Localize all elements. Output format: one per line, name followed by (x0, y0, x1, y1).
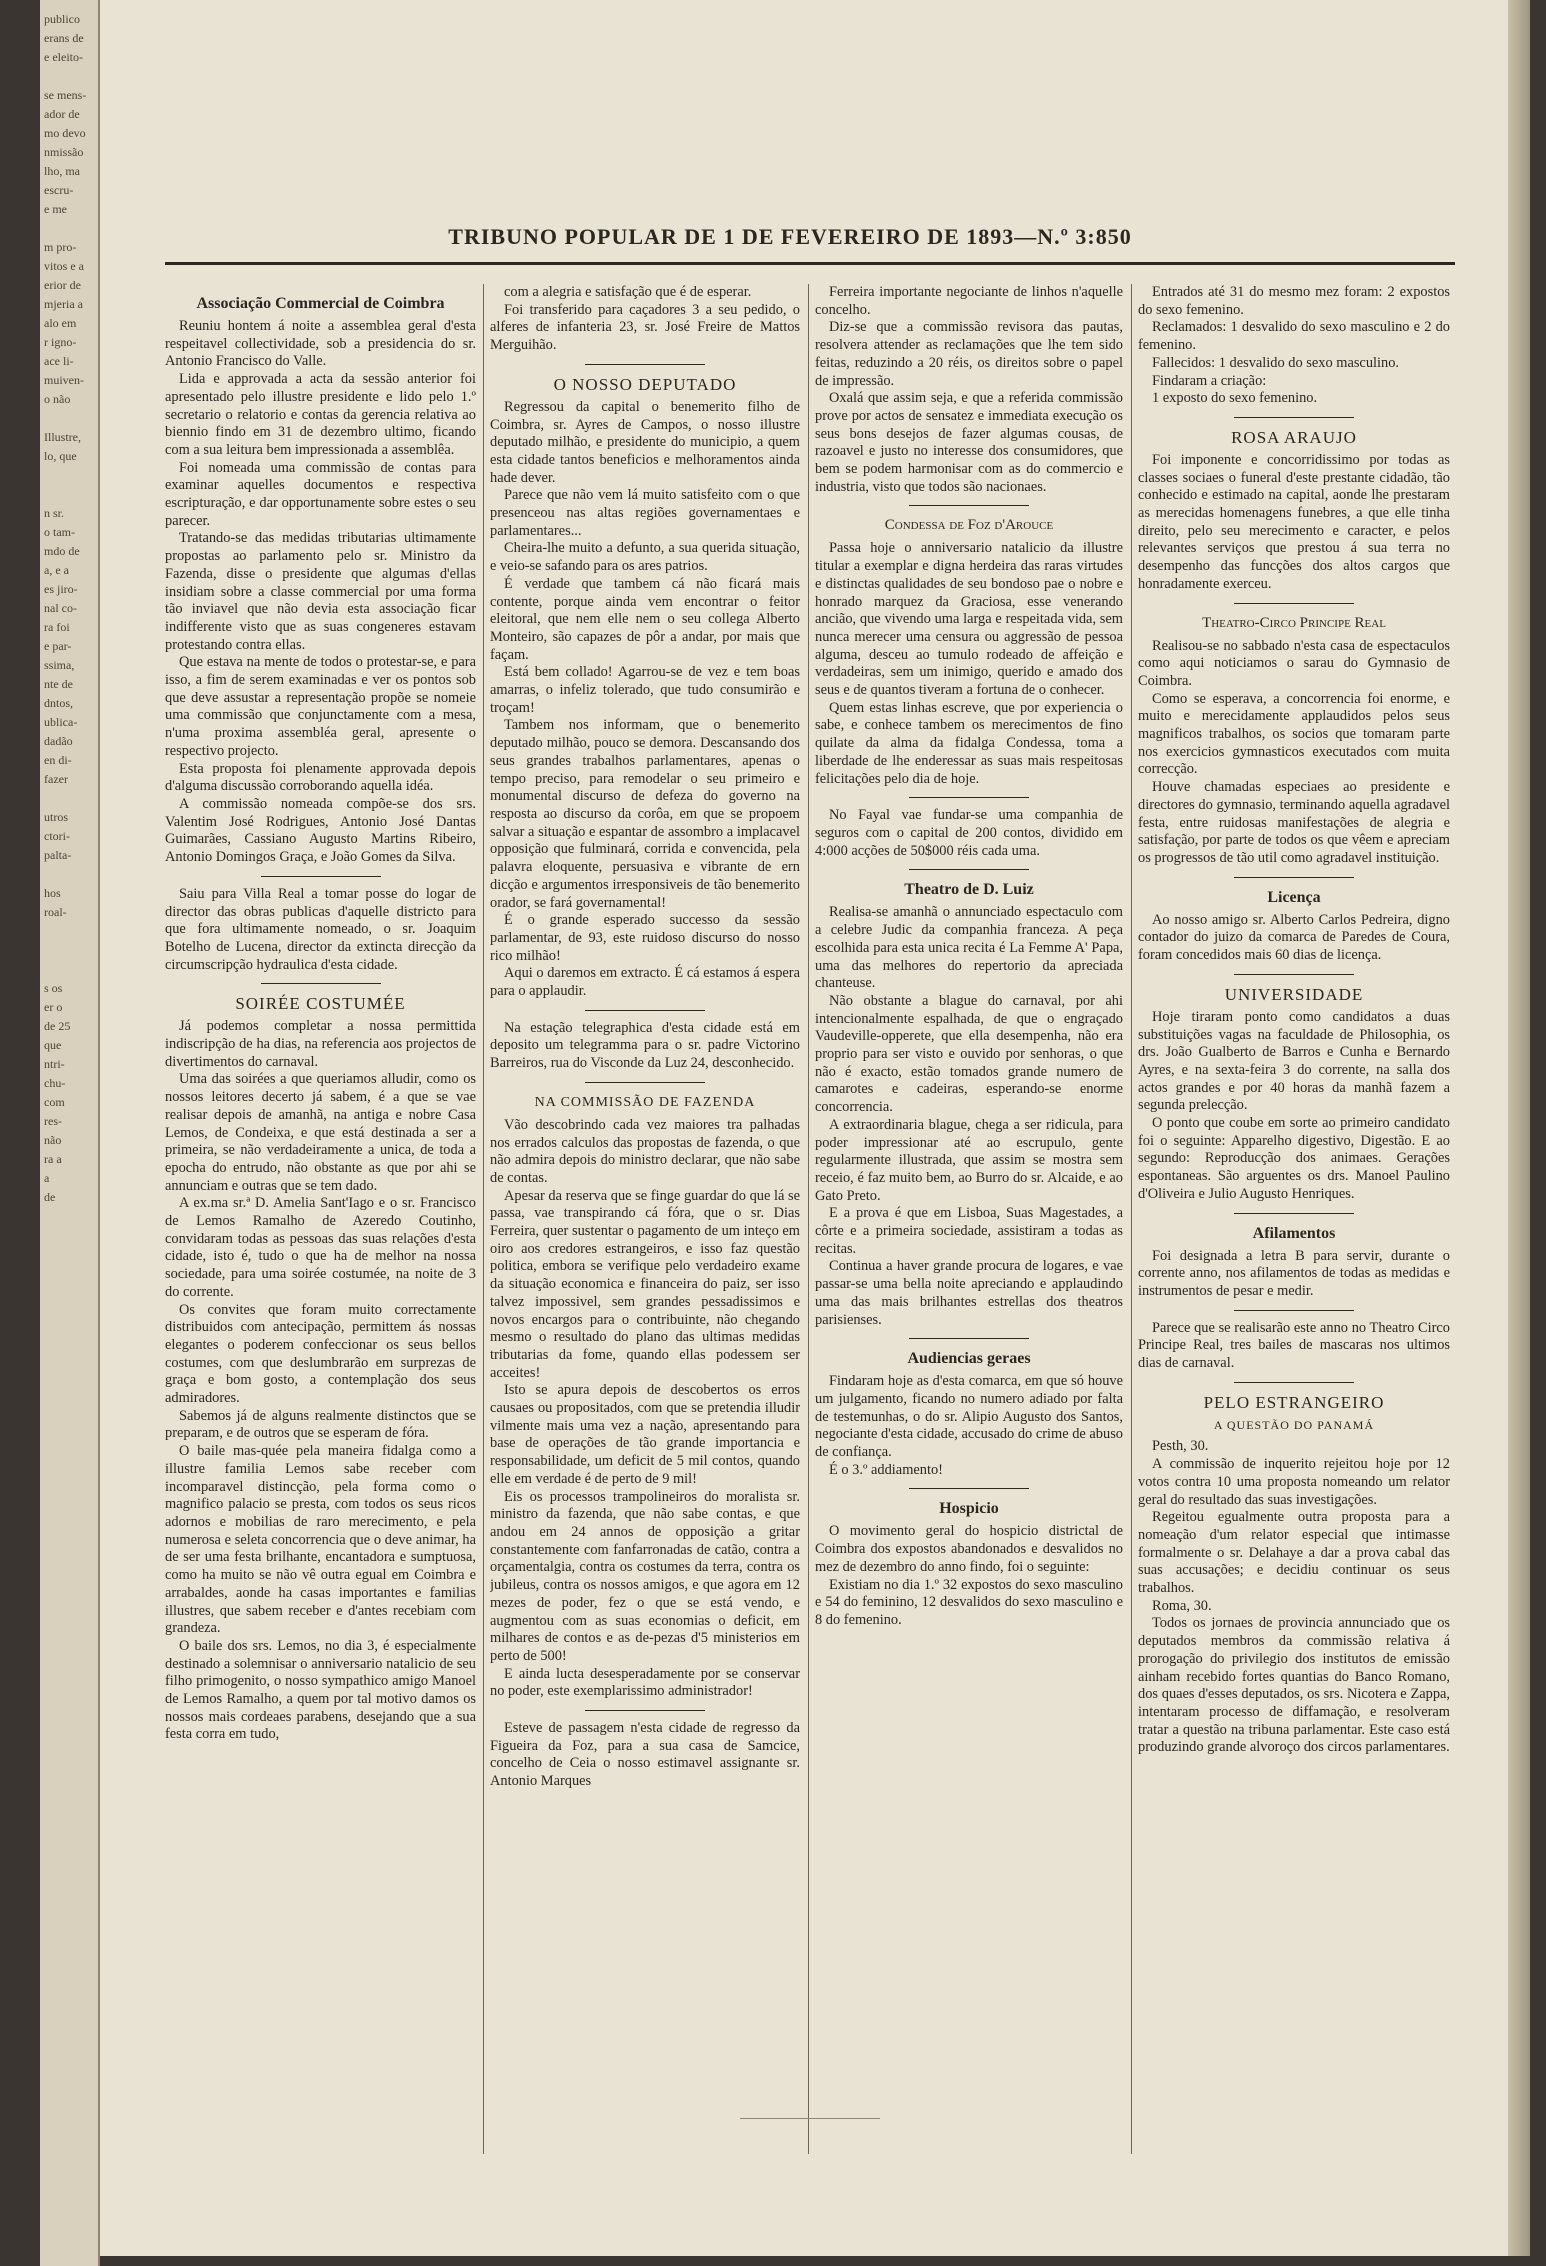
paragraph: Todos os jornaes de provincia annunciado que os deputados membros da commissão relativa á prorogação do privilegio dos institutos de emissão ainham recebido fortes quantias do Banco Romano, dos quaes d'esses deputados, os srs. Nicotera e Zappa, intentaram processo de diffamação, e resolveram tratar a questão na tribuna parlamentar. Este caso está produzindo grande alvoroço dos circos parlamentares. (1138, 1615, 1450, 1756)
separator (909, 505, 1029, 506)
paragraph: Os convites que foram muito correctamente distribuidos com antecipação, permittem ás nossas elegantes o poderem confeccionar os seus bellos costumes, com que deslumbrarão em surprezas de graça e bom gosto, a contemplação dos seus admiradores. (165, 1301, 476, 1407)
strip-line: o tam- (44, 525, 75, 539)
separator (909, 1338, 1029, 1339)
strip-line: a (44, 1171, 50, 1185)
column-divider (483, 284, 484, 2154)
paragraph: 1 exposto do sexo femenino. (1152, 390, 1318, 407)
paragraph: Diz-se que a commissão revisora das pautas, resolvera attender as reclamações que lhe tem sido feitas, reduzindo a 20 réis, os direitos sobre o papel de impressão. (815, 319, 1123, 389)
paragraph: Foi transferido para caçadores 3 a seu pedido, o alferes de infanteria 23, sr. José Freire de Mattos Merguihão. (490, 301, 800, 354)
paragraph: Quem estas linhas escreve, que por experiencia o sabe, e conhece tambem os merecimentos de fino quilate da alma da fidalga Condessa, toma a liberdade de lhe enderessar as suas mais respeitosas felicitações pelo dia de hoje. (815, 699, 1123, 787)
separator (585, 1010, 705, 1011)
headline-estrangeiro: PELO ESTRANGEIRO (1203, 1392, 1385, 1412)
article-fazenda (490, 1117, 800, 1701)
masthead: TRIBUNO POPULAR DE 1 DE FEVEREIRO DE 1893—N.º 3:850 (448, 224, 1132, 249)
strip-line (40, 409, 98, 428)
headline-soiree: SOIRÉE COSTUMÉE (235, 994, 406, 1014)
strip-line: ctori- (44, 829, 70, 843)
paragraph: Saiu para Villa Real a tomar posse do logar de director das obras publicas d'aquelle districto para que fora ultimamente nomeado, o sr. Joaquim Botelho de Lucena, director da extincta direcção da circumscripção hydraulica d'esta cidade. (165, 885, 476, 973)
article-audiencias (815, 1373, 1123, 1479)
article-pautas (815, 284, 1123, 496)
paragraph: O ponto que coube em sorte ao primeiro candidato foi o seguinte: Apparelho digestivo, Digestão. E ao segundo: Reproducção dos animaes. Gerações espontaneas. São arguentes os drs. Manoel Paulino d'Oliveira e Julio Augusto Henriques. (1138, 1115, 1450, 1202)
paragraph: Realisou-se no sabbado n'esta casa de espectaculos como aqui noticiamos o sarau do Gymnasio de Coimbra. (1138, 637, 1450, 689)
paragraph: A extraordinaria blague, chega a ser ridicula, para poder impressionar até ao escrupulo, gente regularmente illustrada, que assim se mostra sem receio, é faz muito bem, ao Burro do sr. Alcaide, e ao Gato Preto. (815, 1116, 1123, 1204)
article-bailes: Parece que se realisarão este anno no Theatro Circo Principe Real, tres bailes de mascaras nos ultimos dias de carnaval. (1138, 1319, 1450, 1372)
strip-line (40, 466, 98, 485)
paragraph: Entrados até 31 do mesmo mez foram: 2 expostos do sexo femenino. (1138, 284, 1450, 318)
strip-line: com (44, 1095, 65, 1109)
strip-line: erans de (44, 31, 84, 45)
strip-line: m pro- (44, 240, 77, 254)
headline-theatro-circo: Theatro-Circo Principe Real (1202, 614, 1386, 631)
paragraph: Realisa-se amanhã o annunciado espectaculo com a celebre Judic da companhia franceza. A peça escolhida para esta unica recita é La Femme A' Papa, uma das melhores do repertorio da apreciada chanteuse. (815, 904, 1123, 992)
strip-line: ra a (44, 1152, 62, 1166)
paragraph: Regeitou egualmente outra proposta para a nomeação d'um relator especial que intimasse formalmente o sr. Delahaye a dar a prova cabal das suas accusações; e decidiu continuar os seus trabalhos. (1138, 1509, 1450, 1597)
paragraph: E a prova é que em Lisboa, Suas Magestades, a côrte e a primeira sociedade, assistiram a todas as recitas. (815, 1205, 1123, 1257)
headline-afilamentos: Afilamentos (1252, 1224, 1336, 1242)
paragraph: A commissão nomeada compõe-se dos srs. Valentim José Rodrigues, Antonio José Dantas Guimarães, Cassiano Augusto Martins Ribeiro, Antonio Domingos Graça, e João Gomes da Silva. (165, 795, 476, 866)
strip-line (40, 865, 98, 884)
strip-line: fazer (44, 772, 68, 786)
headline-audiencias: Audiencias geraes (907, 1350, 1031, 1368)
strip-line: ntri- (44, 1057, 65, 1071)
paragraph: Uma das soirées a que queriamos alludir, como os nossos leitores decerto já sabem, é a que se vae realisar depois de amanhã, na antiga e nobre Casa Lemos, de Condeixa, e que está destinada a ser a primeira, se não verdadeiramente a unica, de toda a epocha do entrudo, não obstante as que por ahi se annunciam e outras que se tem dado. (165, 1071, 476, 1194)
strip-line: dadão (44, 734, 73, 748)
paragraph: Pesth, 30. (1152, 1438, 1209, 1455)
paragraph: Ferreira importante negociante de linhos n'aquelle concelho. (815, 284, 1123, 318)
strip-line: nte de (44, 677, 73, 691)
paragraph: Lida e approvada a acta da sessão anterior foi apresentado pelo illustre presidente e lido pelo 1.º secretario o relatorio e contas da gerencia relativa ao biennio findo em 31 de dezembro ultimo, ficando com a sua leitura bem impressionada a assemblêa. (165, 371, 476, 458)
paragraph: Oxalá que assim seja, e que a referida commissão prove por actos de sensatez e immediata execução os seus bons desejos de fazer algumas cousas, de razoavel e justo no interesse dos consumidores, que bem se podem harmonisar com as do commercio e industria, visto que todos são nacionaes. (815, 390, 1123, 495)
strip-line: mjeria a (44, 297, 83, 311)
headline-licenca: Licença (1267, 888, 1321, 906)
article-rosa-araujo (1138, 452, 1450, 594)
headline-deputado: O NOSSO DEPUTADO (553, 374, 737, 394)
article-hospicio (815, 1523, 1123, 1629)
paragraph: Regressou da capital o benemerito filho de Coimbra, sr. Ayres de Campos, o nosso illustre deputado milhão, e presidente do municipio, a quem esta cidade tantos beneficios e melhoramentos ainda hade dever. (490, 398, 800, 486)
paragraph: Continua a haver grande procura de logares, e vae passar-se uma bella noite apreciando e applaudindo uma das mais brilhantes estrellas dos theatros parisienses. (815, 1258, 1123, 1328)
article-theatro-circo (1138, 638, 1450, 868)
strip-line: lo, que (44, 449, 77, 463)
strip-line: Illustre, (44, 430, 81, 444)
strip-line: erior de (44, 278, 81, 292)
paragraph: Foi imponente e concorridissimo por todas as classes sociaes o funeral d'este prestante cidadão, tão conhecido e estimado na capital, aonde lhe prestaram as merecidas homenagens funebres, a que elle tinha direito, pelo seu merecimento e caracter, e pelos relevantes serviços que prestou á sua terra no desempenho das funcções dos altos cargos que honradamente exerceu. (1138, 451, 1450, 592)
strip-line: ace li- (44, 354, 74, 368)
separator (909, 1488, 1029, 1489)
paragraph: E ainda lucta desesperadamente por se conservar no poder, este exemplarissimo administrador! (490, 1665, 800, 1700)
strip-line: escru- (44, 183, 74, 197)
column-3 (815, 284, 1123, 2164)
paragraph: É verdade que tambem cá não ficará mais contente, porque ainda vem encontrar o feitor eleitoral, que nem elle nem o seu collega Alberto Monteiro, são capazes de pôr a andar, por mais que façam. (490, 575, 800, 663)
paragraph: Sabemos já de alguns realmente distinctos que se preparam, e de outros que se esperam de fóra. (165, 1407, 476, 1442)
article-associacao (165, 318, 476, 867)
article-passagem: Esteve de passagem n'esta cidade de regresso da Figueira da Foz, para a sua casa de Samcice, concelho de Ceia o nosso estimavel assignante sr. Antonio Marques (490, 1720, 800, 1790)
separator (261, 983, 381, 984)
strip-line: res- (44, 1114, 62, 1128)
strip-line: mo devo (44, 126, 86, 140)
separator (1234, 603, 1354, 604)
paragraph: É o grande esperado successo da sessão parlamentar, de 93, este ruidoso discurso do nosso rico milhão! (490, 912, 800, 964)
paragraph: Está bem collado! Agarrou-se de vez e tem boas amarras, o infeliz tolerado, que tudo consumirão e troçam! (490, 664, 800, 716)
strip-line: mdo de (44, 544, 80, 558)
paragraph: O movimento geral do hospicio districtal de Coimbra dos expostos abandonados e desvalidos no mez de dezembro do anno findo, foi o seguinte: (815, 1523, 1123, 1575)
paragraph: Já podemos completar a nossa permittida indiscripção de ha dias, na referencia aos projectos de divertimentos do carnaval. (165, 1018, 476, 1070)
article-universidade (1138, 1009, 1450, 1204)
strip-line: vitos e a (44, 259, 84, 273)
paragraph: Aqui o daremos em extracto. É cá estamos á espera para o applaudir. (490, 965, 800, 1000)
strip-line: s os (44, 981, 63, 995)
strip-line: de 25 (44, 1019, 71, 1033)
paragraph: A ex.ma sr.ª D. Amelia Sant'Iago e o sr. Francisco de Lemos Ramalho de Azeredo Coutinho, convidaram todas as pessoas das suas relações d'esta cidade, isto é, tudo o que ha de melhor na nossa sociedade, para uma soirée costumée, na noite de 3 do corrente. (165, 1195, 476, 1300)
strip-line: muiven- (44, 373, 84, 387)
article-estrangeiro (1138, 1438, 1450, 1757)
strip-line: e eleito- (44, 50, 83, 64)
separator (909, 797, 1029, 798)
strip-line: ra foi (44, 620, 70, 634)
page-edge (1508, 0, 1530, 2256)
article-theatro-luiz (815, 904, 1123, 1329)
article-licenca (1138, 912, 1450, 965)
strip-line: o não (44, 392, 71, 406)
paragraph: Isto se apura depois de descobertos os erros causaes ou propositados, com que se pretendia illudir vilmente mais uma vez a nação, apresentando para base de operações de tão grande importancia e responsabilidade, um deficit de 5 mil contos, quando elle em verdade é de perto de 9 mil! (490, 1382, 800, 1487)
separator (585, 1082, 705, 1083)
strip-line: palta- (44, 848, 72, 862)
paragraph: Findaram hoje as d'esta comarca, em que só houve um julgamento, ficando no numero adiado por falta de testemunhas, o do sr. Alipio Augusto dos Santos, negociante d'esta cidade, accusado do crime de abuso de confiança. (815, 1373, 1123, 1461)
separator (1234, 1213, 1354, 1214)
strip-line: ublica- (44, 715, 78, 729)
strip-line: utros (44, 810, 68, 824)
paragraph: Esta proposta foi plenamente approvada depois d'alguma discussão corroborando aquella idéa. (165, 760, 476, 795)
paragraph: O baile mas-quée pela maneira fidalga como a illustre familia Lemos sabe receber com incomparavel distincção, pela forma como o magnifico palacio se presta, com todos os seus ricos adornos e mobilias de raro merecimento, e pela numerosa e seleta concorrencia que o deve animar, ha de ser uma festa brilhante, encantadora e sumptuosa, como ha muito se não vê outra egual em Coimbra e arrabaldes, aonde ha casas importantes e familias illustres, que sabem receber e d'antes recebiam com grandeza. (165, 1443, 476, 1637)
separator (1234, 1382, 1354, 1383)
paragraph: Vão descobrindo cada vez maiores tra palhadas nos errados calculos das propostas de fazenda, o que não admira depois do ministro declarar, que não sabe de contas. (490, 1116, 800, 1186)
paragraph: Como se esperava, a concorrencia foi enorme, e muito e merecidamente applaudidos pelos seus magnificos trabalhos, os socios que tomaram parte nos exercicios gymnasticos executados com muita correcção. (1138, 690, 1450, 778)
headline-hospicio: Hospicio (939, 1500, 999, 1518)
headline-theatro-luiz: Theatro de D. Luiz (904, 881, 1034, 899)
paragraph: Existiam no dia 1.º 32 expostos do sexo masculino e 54 do feminino, 12 desvalidos do sexo masculino e 8 do femenino. (815, 1576, 1123, 1628)
paragraph: Parece que não vem lá muito satisfeito com o que presenceou nas altas regiões governamentaes e parlamentares... (490, 487, 800, 539)
paragraph: Reuniu hontem á noite a assemblea geral d'esta respeitavel collectividade, sob a presidencia do sr. Antonio Francisco do Valle. (165, 318, 476, 370)
paragraph: Cheira-lhe muito a defunto, a sua querida situação, e veio-se safando para os ares patrios. (490, 540, 800, 575)
strip-line: e par- (44, 639, 72, 653)
paragraph: Apesar da reserva que se finge guardar do que lá se passa, vae transpirando cá fóra, que o sr. Dias Ferreira, quer sustentar o pagamento de um inteço em oiro aos credores estrangeiros, e isso faz questão politica, embora se verifique pelo verdadeiro exame da situação economica e financeira do paiz, ser isso talvez impossivel, sem grandes pessadissimos e novos encargos para o contribuinte, não chegando mesmo o resultado do plano das ultimas medidas tributarias da fome, quando ellas podessem ser acceites! (490, 1187, 800, 1381)
headline-rosa-araujo: ROSA ARAUJO (1231, 427, 1357, 447)
paragraph: A commissão de inquerito rejeitou hoje por 12 votos contra 10 uma proposta nomeando um relator geral do resultado das suas investigações. (1138, 1456, 1450, 1508)
paragraph: Eis os processos trampolineiros do moralista sr. ministro da fazenda, que não sabe contas, e que andou em 24 annos de opposição a gritar constantemente com fanfarronadas de catão, contra a orçamentalgia, contra os costumes da terra, contra os jubileus, contra os nossos amigos, e que agora em 12 mezes de poder, fez o que se está vendo, e augmentou com as suas economias o deficit, em milhares de contos e as de-pezas d'5 ministerios em perto de 500! (490, 1488, 800, 1664)
paragraph: Fallecidos: 1 desvalido do sexo masculino. (1152, 354, 1400, 371)
strip-line: de (44, 1190, 56, 1204)
separator (1234, 974, 1354, 975)
strip-line: a, e a (44, 563, 69, 577)
strip-line: ador de (44, 107, 80, 121)
paragraph: Findaram a criação: (1152, 372, 1267, 389)
adjacent-page-strip (40, 0, 100, 2266)
strip-line: chu- (44, 1076, 66, 1090)
separator (585, 1710, 705, 1711)
headline-associacao: Associação Commercial de Coimbra (196, 295, 445, 312)
article-hospicio-cont (1138, 284, 1450, 408)
paragraph: O baile dos srs. Lemos, no dia 3, é especialmente destinado a solemnisar o anniversario natalicio de seu filho primogenito, o nosso sympathico amigo Manoel de Lemos Ramalho, a quem por tal motivo damos os nossos mais cordeaes parabens, desejando que a sua festa corra em tudo, (165, 1637, 476, 1743)
headline-fazenda: NA COMMISSÃO DE FAZENDA (534, 1094, 756, 1110)
column-4 (1138, 284, 1450, 2164)
strip-line (40, 960, 98, 979)
strip-line (40, 219, 98, 238)
strip-line (40, 922, 98, 941)
paragraph: É o 3.º addiamento! (829, 1461, 943, 1478)
paragraph: com a alegria e satisfação que é de esperar. (504, 284, 752, 300)
paragraph: Tambem nos informam, que o benemerito deputado milhão, pouco se demora. Descansando dos seus grandes trabalhos parlamentares, apenas o tempo preciso, para remodelar o seu primeiro e monumental discurso de defeza do governo na resposta ao discurso da corôa, em que se propoem salvar a situação e espantar de assombro a implacavel opposição que fulminará, corrida e convencida, pela palavra eloquente, persuasiva e vibrante de ern dicção e argumentos irresponsiveis de tão benemerito orador, se fará governamental! (490, 717, 800, 911)
article-condessa (815, 540, 1123, 788)
strip-line: que (44, 1038, 62, 1052)
headline-universidade: UNIVERSIDADE (1224, 984, 1364, 1004)
separator (585, 364, 705, 365)
column-1 (165, 284, 476, 2164)
article-deputado (490, 399, 800, 1001)
article-telegramma: Na estação telegraphica d'esta cidade está em deposito um telegramma para o sr. padre Victorino Barreiros, rua do Visconde da Luz 24, desconhecido. (490, 1019, 800, 1072)
article-soiree (165, 1018, 476, 1744)
strip-line: roal- (44, 905, 67, 919)
paragraph: Reclamados: 1 desvalido do sexo masculino e 2 do femenino. (1138, 319, 1450, 354)
strip-line: es jiro- (44, 582, 78, 596)
strip-line (40, 485, 98, 504)
article-afilamentos (1138, 1248, 1450, 1301)
paragraph: Foi nomeada uma commissão de contas para examinar aquelles documentos e respectiva escripturação, e dar opportunamente sobre estes o seu parecer. (165, 459, 476, 529)
article-fayal: No Fayal vae fundar-se uma companhia de seguros com o capital de 200 contos, dividido em 4:000 acções de 50$000 réis cada uma. (815, 807, 1123, 859)
column-divider (1131, 284, 1132, 2154)
article-continuation (490, 284, 800, 355)
paragraph: Foi designada a letra B para servir, durante o corrente anno, nos afilamentos de todas as medidas e instrumentos de pesar e medir. (1138, 1247, 1450, 1299)
strip-line (40, 941, 98, 960)
strip-line (40, 789, 98, 808)
paragraph: Houve chamadas especiaes ao presidente e directores do gymnasio, terminando aquella agradavel festa, entre ruidosas manifestações de alegria e satisfação, por parte de todos os que vêem e apreciam os progressos de tão util como agradavel instituição. (1138, 779, 1450, 866)
newspaper-page (40, 0, 1530, 2256)
strip-line: en di- (44, 753, 72, 767)
strip-line: lho, ma (44, 164, 80, 178)
strip-line: ssima, (44, 658, 75, 672)
headline-condessa: Condessa de Foz d'Arouce (884, 517, 1054, 534)
column-2 (490, 284, 800, 2164)
strip-line (40, 67, 98, 86)
footer-rule (740, 2118, 880, 2119)
separator (909, 869, 1029, 870)
strip-line: r igno- (44, 335, 77, 349)
paragraph: Ao nosso amigo sr. Alberto Carlos Pedreira, digno contador do juizo da comarca de Paredes de Coura, foram concedidos mais 60 dias de licença. (1138, 911, 1450, 964)
strip-line: não (44, 1133, 62, 1147)
paragraph: Não obstante a blague do carnaval, por ahi intencionalmente espalhada, de que o engraçado Vaudeville-opperete, que ella desempenha, não era proprio para ser visto e ouvido por senhoras, o que não é exacto, estão tomados grande numero de camarotes e cadeiras, esperando-se enorme concorrencia. (815, 992, 1123, 1116)
article-villa-real (165, 886, 476, 975)
separator (1234, 1310, 1354, 1311)
subheadline-panama: A QUESTÃO DO PANAMÁ (1213, 1417, 1375, 1432)
strip-line: e me (44, 202, 67, 216)
paragraph: Que estava na mente de todos o protestar-se, e para isso, a fim de serem examinadas e ver os pontos sob que deve assustar a representação propõe se nomeie uma commissão que conjunctamente com a mesa, n'uma proxima assembléa geral, apresente o respectivo projecto. (165, 654, 476, 759)
strip-line: publico (44, 12, 80, 26)
column-divider (808, 284, 809, 2154)
strip-line: nmissão (44, 145, 84, 159)
strip-line: nal co- (44, 601, 77, 615)
masthead-rule (165, 262, 1455, 265)
separator (1234, 877, 1354, 878)
strip-line: er o (44, 1000, 63, 1014)
separator (1234, 417, 1354, 418)
strip-line: se mens- (44, 88, 87, 102)
paragraph: Tratando-se das medidas tributarias ultimamente propostas ao parlamento pelo sr. Ministro da Fazenda, disse o presidente que algumas d'ellas insidiam sobre a classe commercial por uma forma tão inviavel que não devia esta associação ficar indifferente visto que as suas congeneres estavam protestando contra ellas. (165, 530, 476, 653)
strip-line: alo em (44, 316, 77, 330)
paragraph: Roma, 30. (1152, 1597, 1212, 1614)
paragraph: Passa hoje o anniversario natalicio da illustre titular a exemplar e digna herdeira das raras virtudes e distinctas qualidades de seu bondoso pae o nobre e honrado marquez da Graciosa, esse venerando ancião, que vivendo uma larga e respeitada vida, sem nunca merecer uma censura ou aggressão de pessoa alguma, desceu ao tumulo rodeado de affeição e verdadeiras, sem um inimigo, querido e amado dos seus e de quantos tiveram a fortuna de o conhecer. (815, 540, 1123, 699)
strip-line: n sr. (44, 506, 65, 520)
strip-line: hos (44, 886, 61, 900)
paragraph: Hoje tiraram ponto como candidatos a duas substituições vagas na faculdade de Philosophia, os drs. João Gualberto de Barros e Cunha e Bernardo Ayres, e na sexta-feira 3 do corrente, na salla dos actos grandes e por 40 horas da manhã fazem a segunda prelecção. (1138, 1008, 1450, 1114)
separator (261, 876, 381, 877)
strip-line: dntos, (44, 696, 74, 710)
